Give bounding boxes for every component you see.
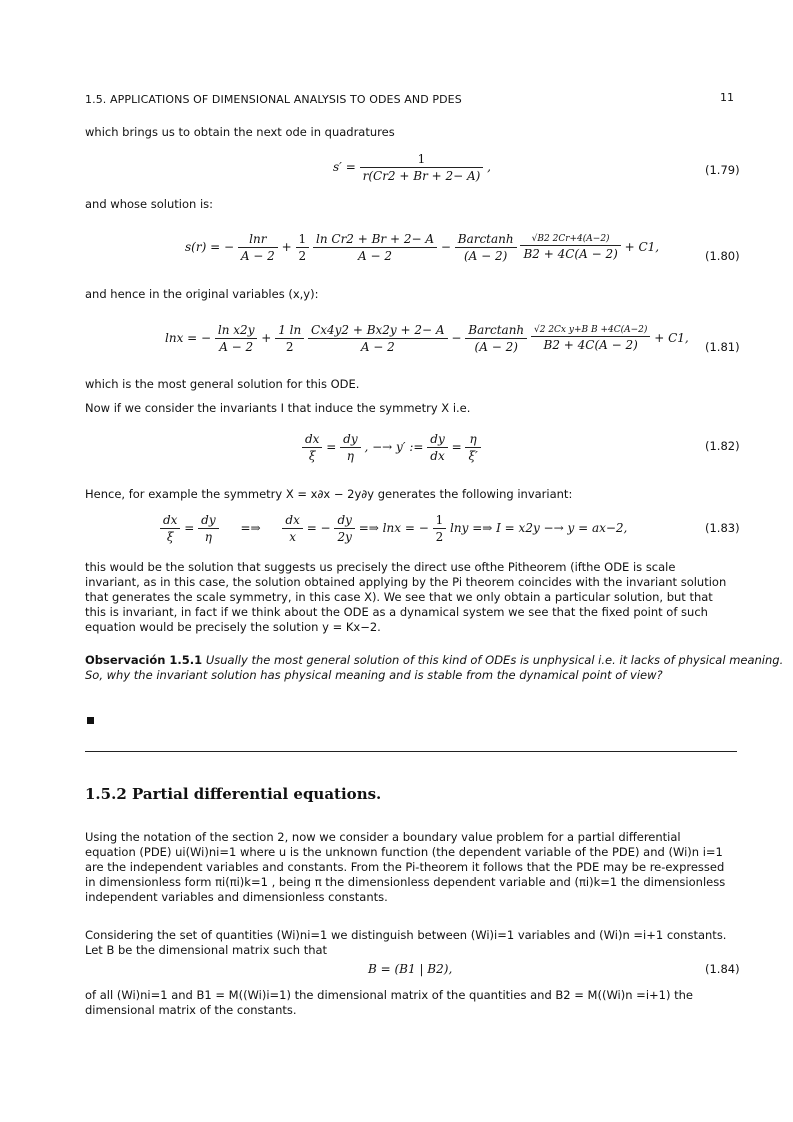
- equation-number: (1.83): [705, 521, 740, 535]
- section-heading: 1.5.2 Partial differential equations.: [85, 785, 382, 803]
- eq-tail: + C1,: [624, 240, 660, 254]
- numerator: Barctanh: [465, 323, 527, 339]
- fraction: [465, 432, 480, 463]
- operator: −: [440, 240, 451, 254]
- denominator: A − 2: [360, 340, 395, 354]
- fraction: [198, 513, 218, 544]
- denominator: (A − 2): [464, 249, 508, 263]
- fraction: [238, 232, 278, 263]
- page-number: 11: [720, 91, 734, 104]
- paragraph: which brings us to obtain the next ode in quadratures: [85, 125, 395, 139]
- operator: = −: [306, 521, 331, 535]
- numerator: dx: [160, 513, 180, 529]
- denominator: 2: [285, 340, 294, 354]
- denominator: η: [204, 530, 212, 544]
- denominator: 2y: [337, 530, 352, 544]
- fraction: [455, 232, 517, 263]
- denominator: dx: [430, 449, 445, 463]
- fraction: [360, 152, 484, 183]
- equation-number: (1.80): [705, 249, 740, 263]
- numerator: √B2 2Cr+4(A−2): [520, 234, 620, 246]
- operator: =: [326, 440, 337, 454]
- equation-number: (1.82): [705, 439, 740, 453]
- fraction: [282, 513, 302, 544]
- numerator: 1: [360, 152, 484, 168]
- numerator: ln x2y: [215, 323, 258, 339]
- denominator: r(Cr2 + Br + 2− A): [362, 169, 481, 183]
- equation-1-79: [333, 152, 491, 183]
- numerator: dy: [334, 513, 354, 529]
- fraction: [520, 234, 620, 261]
- operator: =: [184, 521, 195, 535]
- fraction: [275, 323, 304, 354]
- operator: , −→ y′ :=: [364, 440, 424, 454]
- paragraph: Using the notation of the section 2, now we consider a boundary value problem for a partial differential equation (PDE) ui(Wi)ni=1 where u is the unknown function (the dependent variable of the PDE) and (Wi)n i=1 are the independent variables and constants. From the Pi-theorem it follows that the PDE may be re-expressed in dimensionless form πi(πi)k=1 , being π the dimensionless dependent variable and (πi)k=1 the dimensionless independent variables and dimensionless constants.: [85, 830, 726, 904]
- denominator: ξ: [166, 530, 174, 544]
- eq-tail: + C1,: [654, 331, 689, 345]
- fraction: [302, 432, 322, 463]
- equation-1-81: [165, 323, 689, 354]
- equation-1-82: [302, 432, 481, 463]
- numerator: √2 2Cx y+B B +4C(A−2): [531, 325, 650, 337]
- fraction: [215, 323, 258, 354]
- numerator: dy: [340, 432, 360, 448]
- denominator: ξ′: [468, 449, 478, 463]
- equation-1-83: [160, 513, 627, 544]
- denominator: (A − 2): [474, 340, 518, 354]
- denominator: 2: [435, 530, 444, 544]
- paragraph: Now if we consider the invariants I that induce the symmetry X i.e.: [85, 401, 471, 415]
- numerator: dx: [302, 432, 322, 448]
- eq-lhs: s(r) = −: [185, 240, 234, 254]
- horizontal-rule: [85, 751, 737, 752]
- eq-lhs: lnx = −: [165, 331, 212, 345]
- numerator: dy: [427, 432, 447, 448]
- fraction: [531, 325, 650, 352]
- fraction: [340, 432, 360, 463]
- eq-tail: ,: [487, 160, 491, 174]
- operator: +: [281, 240, 292, 254]
- paragraph: of all (Wi)ni=1 and B1 = M((Wi)i=1) the dimensional matrix of the quantities and B2 = M((Wi)n =i+1) the dimensional matrix of the constants.: [85, 988, 693, 1017]
- fraction: [334, 513, 354, 544]
- fraction: [465, 323, 527, 354]
- running-header: 1.5. APPLICATIONS OF DIMENSIONAL ANALYSIS TO ODES AND PDES: [85, 93, 462, 106]
- numerator: 1 ln: [275, 323, 304, 339]
- denominator: η: [346, 449, 354, 463]
- equation-number: (1.84): [705, 962, 740, 976]
- numerator: lnr: [238, 232, 278, 248]
- equation-1-80: [185, 232, 659, 263]
- numerator: dy: [198, 513, 218, 529]
- eq-lhs: s′ =: [333, 160, 356, 174]
- observation-label: Observación 1.5.1: [85, 653, 203, 667]
- denominator: A − 2: [219, 340, 254, 354]
- observation-text: Usually the most general solution of this kind of ODEs is unphysical i.e. it lacks of physical meaning. So, why the invariant solution has physical meaning and is stable from the dynamical point of view?: [85, 653, 784, 682]
- paragraph: Hence, for example the symmetry X = x∂x − 2y∂y generates the following invariant:: [85, 487, 573, 501]
- paragraph: and hence in the original variables (x,y):: [85, 287, 319, 301]
- numerator: 1: [296, 232, 310, 248]
- paragraph: this would be the solution that suggests us precisely the direct use ofthe Pitheorem (ifthe ODE is scale invariant, as in this case, the solution obtained applying by the Pi theorem coincides with the invariant solution that generates the scale symmetry, in this case X). We see that we only obtain a particular solution, but that this is invariant, in fact if we think about the ODE as a dynamical system we see that the fixed point of such equation would be precisely the solution y = Kx−2.: [85, 560, 727, 634]
- fraction: [160, 513, 180, 544]
- paragraph: and whose solution is:: [85, 197, 213, 211]
- numerator: η: [465, 432, 480, 448]
- numerator: dx: [282, 513, 302, 529]
- operator: =: [451, 440, 462, 454]
- fraction: [308, 323, 448, 354]
- fraction: [296, 232, 310, 263]
- end-of-proof-square: [87, 717, 94, 724]
- operator: +: [261, 331, 272, 345]
- denominator: A − 2: [358, 249, 392, 263]
- denominator: B2 + 4C(A − 2): [523, 247, 618, 261]
- eq-tail: lny =⇒ I = x2y −→ y = ax−2,: [450, 521, 628, 535]
- operator: =⇒: [240, 521, 261, 535]
- denominator: ξ: [308, 449, 316, 463]
- fraction: [313, 232, 437, 263]
- paragraph: which is the most general solution for this ODE.: [85, 377, 360, 391]
- numerator: 1: [433, 513, 447, 529]
- denominator: B2 + 4C(A − 2): [543, 338, 638, 352]
- observation: [85, 653, 785, 683]
- fraction: [433, 513, 447, 544]
- equation-number: (1.81): [705, 340, 740, 354]
- equation-number: (1.79): [705, 163, 740, 177]
- fraction: [427, 432, 447, 463]
- operator: −: [451, 331, 462, 345]
- denominator: 2: [298, 249, 307, 263]
- numerator: Barctanh: [455, 232, 517, 248]
- paragraph: Considering the set of quantities (Wi)ni=1 we distinguish between (Wi)i=1 variables and (Wi)n =i+1 constants. Let B be the dimensional matrix such that: [85, 928, 727, 957]
- numerator: Cx4y2 + Bx2y + 2− A: [308, 323, 448, 339]
- operator: =⇒ lnx = −: [358, 521, 429, 535]
- denominator: A − 2: [240, 249, 275, 263]
- denominator: x: [289, 530, 297, 544]
- numerator: ln Cr2 + Br + 2− A: [313, 232, 437, 248]
- equation-1-84: B = (B1 | B2),: [368, 962, 453, 976]
